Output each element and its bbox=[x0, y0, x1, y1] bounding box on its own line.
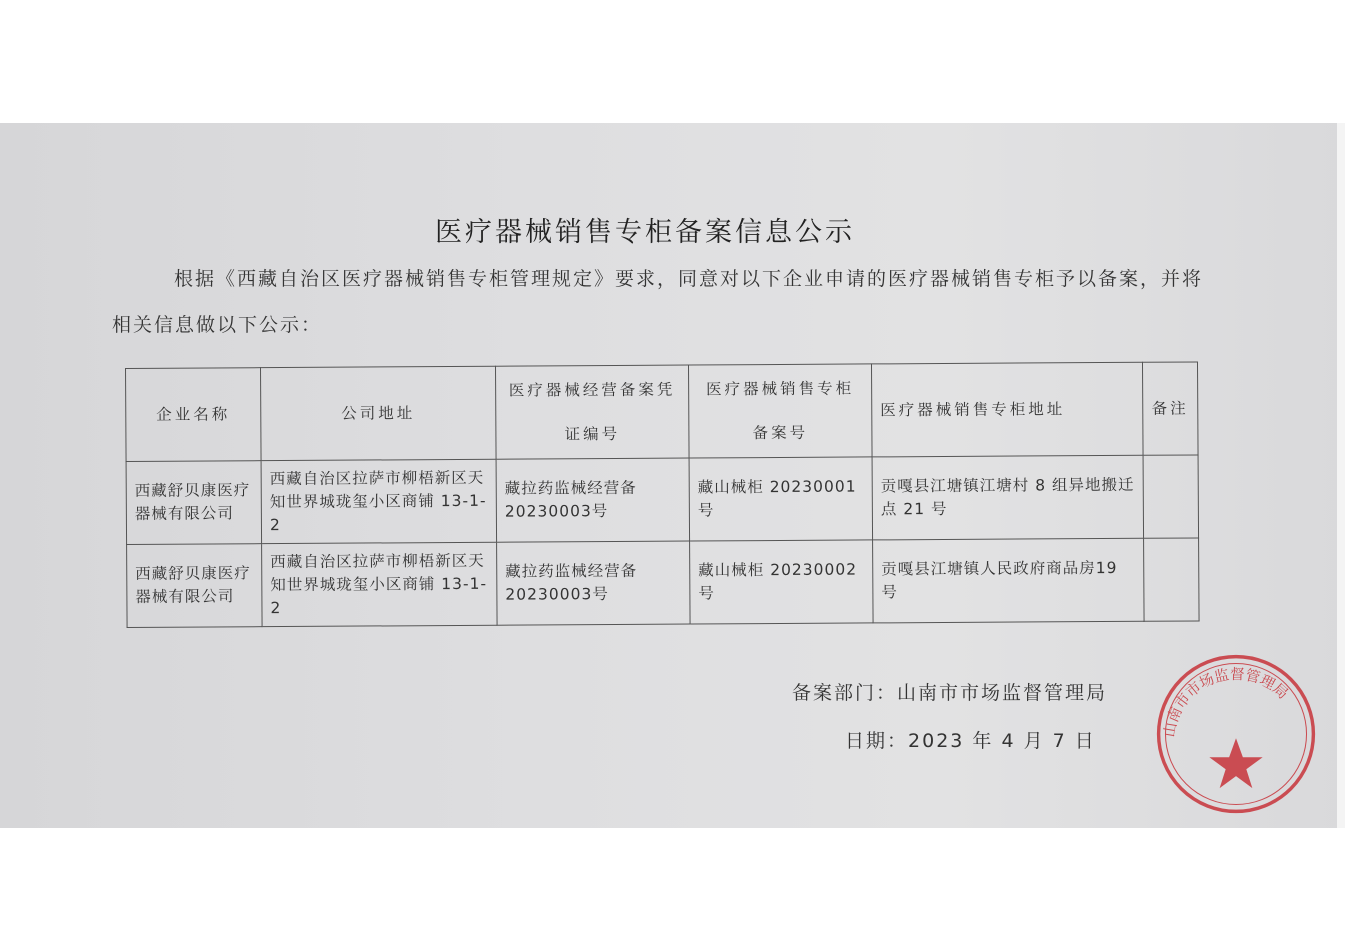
cell-license-no: 藏拉药监械经营备20230003号 bbox=[496, 458, 690, 542]
filing-table bbox=[125, 361, 1200, 628]
cell-counter-address: 贡嘎县江塘镇江塘村 8 组异地搬迁点 21 号 bbox=[872, 455, 1144, 540]
date-label: 日期： bbox=[845, 730, 909, 752]
header-license-no: 医疗器械经营备案凭证编号 bbox=[495, 365, 689, 459]
header-counter-no: 医疗器械销售专柜备案号 bbox=[688, 364, 872, 458]
intro-paragraph: 根据《西藏自治区医疗器械销售专柜管理规定》要求，同意对以下企业申请的医疗器械销售专柜予以备案，并将相关信息做以下公示： bbox=[112, 268, 1204, 336]
cell-company-name: 西藏舒贝康医疗器械有限公司 bbox=[127, 544, 263, 628]
header-company-address: 公司地址 bbox=[261, 366, 497, 460]
table-header-row bbox=[126, 362, 1199, 462]
department-name: 山南市市场监督管理局 bbox=[897, 682, 1108, 704]
paper-edge bbox=[1337, 123, 1345, 828]
filing-date bbox=[845, 726, 1096, 753]
cell-license-no: 藏拉药监械经营备20230003号 bbox=[497, 541, 691, 625]
date-value: 2023 年 4 月 7 日 bbox=[908, 730, 1096, 752]
cell-counter-no: 藏山械柜 20230002号 bbox=[690, 540, 874, 624]
filing-department bbox=[792, 678, 1107, 705]
cell-company-address: 西藏自治区拉萨市柳梧新区天知世界城珑玺小区商铺 13-1-2 bbox=[261, 459, 497, 543]
header-counter-address: 医疗器械销售专柜地址 bbox=[871, 362, 1143, 457]
official-seal-icon bbox=[1150, 652, 1322, 816]
cell-company-address: 西藏自治区拉萨市柳梧新区天知世界城珑玺小区商铺 13-1-2 bbox=[262, 542, 498, 626]
header-company-name: 企业名称 bbox=[126, 368, 262, 462]
table-row bbox=[126, 455, 1198, 545]
cell-counter-address: 贡嘎县江塘镇人民政府商品房19 号 bbox=[873, 538, 1145, 623]
cell-remarks bbox=[1144, 538, 1200, 621]
header-remarks: 备注 bbox=[1142, 362, 1198, 455]
cell-counter-no: 藏山械柜 20230001号 bbox=[689, 457, 873, 541]
cell-remarks bbox=[1143, 455, 1199, 538]
department-label: 备案部门： bbox=[792, 682, 898, 704]
svg-text:山南市市场监督管理局: 山南市市场监督管理局 bbox=[1160, 665, 1292, 739]
cell-company-name: 西藏舒贝康医疗器械有限公司 bbox=[126, 461, 262, 545]
table-row bbox=[127, 538, 1199, 628]
document-title: 医疗器械销售专柜备案信息公示 bbox=[435, 217, 855, 248]
